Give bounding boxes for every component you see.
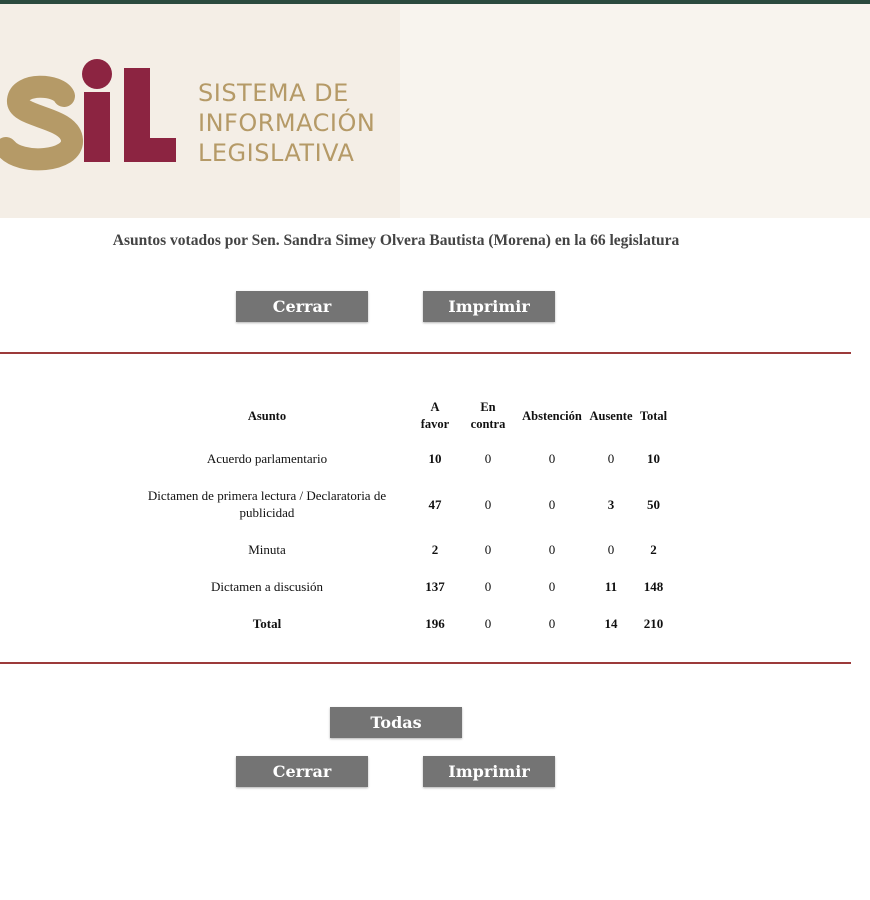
cell-ausente: 3 (607, 496, 615, 512)
header-asunto: Asunto (247, 408, 287, 423)
table-row (122, 440, 671, 477)
divider-bottom (0, 662, 851, 664)
cell-en-contra: 0 (484, 451, 492, 466)
cell-a-favor: 137 (425, 579, 445, 594)
cell-ausente: 14 (604, 616, 618, 631)
cell-asunto: Acuerdo parlamentario (206, 451, 328, 466)
header-banner (0, 4, 870, 218)
cell-abstencion: 0 (548, 616, 556, 631)
sil-logo (0, 56, 190, 176)
cell-asunto-line-1: Dictamen de primera lectura / Declaratoria de (147, 488, 387, 503)
cell-asunto-line-2: publicidad (239, 505, 295, 520)
print-button-bottom[interactable]: Imprimir (423, 756, 555, 787)
cell-a-favor: 196 (425, 616, 445, 631)
table-row (122, 531, 671, 568)
cell-abstencion: 0 (548, 579, 556, 594)
cell-asunto: Dictamen a discusión (211, 579, 323, 594)
table-header-row (122, 392, 671, 440)
cell-total: 10 (647, 451, 660, 466)
header-total: Total (639, 408, 668, 423)
header-a-favor (412, 392, 458, 440)
logo-wordmark (198, 78, 375, 168)
cell-en-contra: 0 (484, 579, 492, 594)
header-abstencion: Abstención (522, 408, 582, 423)
header-en-contra-line-1: En (480, 400, 496, 414)
close-button-bottom[interactable]: Cerrar (236, 756, 368, 787)
logo-line-1: SISTEMA DE (198, 79, 349, 107)
cell-asunto: Minuta (248, 542, 286, 557)
cell-a-favor: 47 (428, 496, 442, 512)
logo-line-3: LEGISLATIVA (198, 139, 355, 167)
cell-ausente: 0 (607, 451, 615, 466)
cell-total: 148 (643, 579, 664, 594)
cell-en-contra: 0 (484, 542, 492, 557)
cell-total: 2 (650, 542, 657, 557)
table-total-row (122, 605, 671, 642)
logo-line-2: INFORMACIÓN (198, 109, 376, 137)
cell-ausente: 11 (604, 579, 618, 594)
header-en-contra (458, 392, 518, 440)
cell-abstencion: 0 (548, 451, 556, 466)
print-button-top[interactable]: Imprimir (423, 291, 555, 322)
all-button[interactable]: Todas (330, 707, 462, 738)
header-a-favor-line-1: A (430, 400, 440, 414)
page-title: Asuntos votados por Sen. Sandra Simey Olvera Bautista (Morena) en la 66 legislatura (112, 232, 680, 249)
votes-table (122, 392, 671, 642)
table-row (122, 477, 671, 531)
cell-a-favor: 2 (431, 542, 439, 557)
divider-top (0, 352, 851, 354)
close-button-top[interactable]: Cerrar (236, 291, 368, 322)
table-row (122, 568, 671, 605)
header-ausente: Ausente (589, 408, 633, 423)
cell-abstencion: 0 (548, 496, 556, 512)
cell-en-contra: 0 (484, 616, 492, 631)
cell-ausente: 0 (607, 542, 615, 557)
header-en-contra-line-2: contra (470, 417, 506, 431)
cell-asunto: Total (252, 616, 282, 631)
cell-a-favor: 10 (428, 451, 442, 466)
cell-total: 210 (643, 616, 664, 631)
cell-asunto (122, 477, 412, 531)
cell-en-contra: 0 (484, 496, 492, 512)
cell-total: 50 (647, 496, 660, 512)
header-a-favor-line-2: favor (420, 417, 450, 431)
cell-abstencion: 0 (548, 542, 556, 557)
